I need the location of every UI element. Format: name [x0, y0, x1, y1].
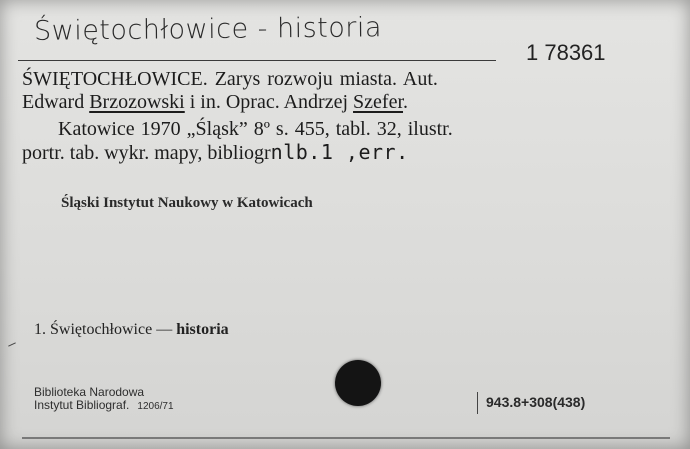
- entry-description-line: [22, 141, 409, 164]
- authors-prefix: Edward: [22, 91, 90, 113]
- subject-term: Świętochłowice: [50, 321, 153, 338]
- author-surname: Brzozowski: [89, 91, 185, 113]
- punch-hole: [335, 360, 381, 406]
- heading-rule: [18, 60, 496, 61]
- handwritten-heading: Świętochłowice - historia: [33, 12, 383, 47]
- classification-number: 943.8+308(438): [486, 394, 586, 410]
- call-number: 1 78361: [526, 40, 606, 65]
- pencil-mark: [477, 392, 478, 414]
- subject-subdivision: historia: [176, 321, 229, 338]
- publisher: Śląski Instytut Naukowy w Katowicach: [61, 195, 313, 211]
- bottom-rule: [22, 437, 670, 439]
- entry-imprint-line: Katowice 1970 „Śląsk” 8º s. 455, tabl. 32, ilustr.: [58, 118, 453, 140]
- edge-mark: [8, 342, 16, 346]
- editor-surname: Szefer: [353, 91, 404, 113]
- subject-number: 1.: [34, 321, 46, 338]
- authors-middle: i in. Oprac. Andrzej: [184, 91, 354, 113]
- library-imprint: [34, 386, 174, 413]
- description-text: portr. tab. wykr. mapy, bibliogr: [22, 142, 271, 164]
- authors-end: .: [403, 91, 409, 113]
- institute-name: Instytut Bibliograf.: [34, 398, 130, 412]
- entry-authors-line: [22, 91, 408, 113]
- subject-dash: —: [152, 321, 177, 338]
- subject-heading: [34, 321, 229, 339]
- typed-stamp: nlb.1 ,err.: [270, 140, 409, 164]
- library-name: Biblioteka Narodowa: [34, 385, 145, 399]
- library-institute: [34, 399, 174, 413]
- card-number: 1206/71: [137, 401, 174, 412]
- entry-title-line: ŚWIĘTOCHŁOWICE. Zarys rozwoju miasta. Aut.: [22, 68, 438, 90]
